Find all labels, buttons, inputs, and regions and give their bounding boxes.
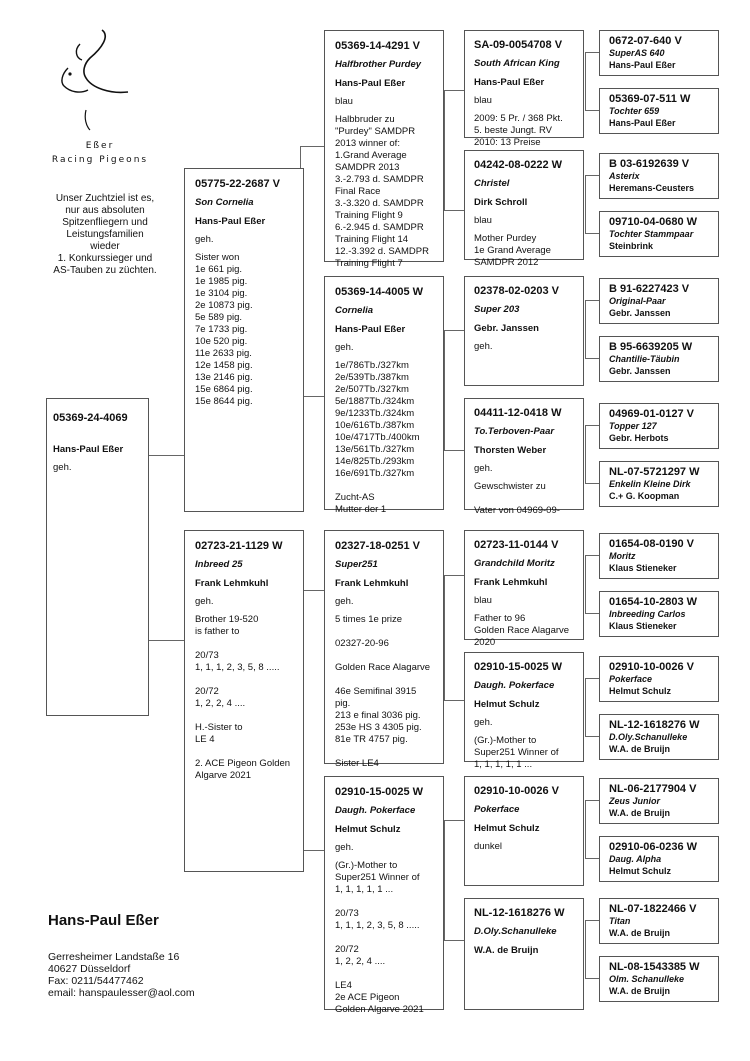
owner-name: Frank Lehmkuhl — [474, 577, 548, 588]
owner-name: Gebr. Janssen — [609, 308, 671, 318]
color: blau — [335, 96, 353, 107]
address-street: Gerresheimer Landstaße 16 — [48, 951, 180, 963]
dove-logo — [40, 22, 150, 132]
intro-line: AS-Tauben zu züchten. — [53, 265, 157, 276]
owner-name: Hans-Paul Eßer — [53, 444, 124, 455]
intro-line: Leistungsfamilien — [66, 229, 144, 240]
color: geh. — [335, 842, 354, 853]
pigeon-card-g4 — [599, 714, 719, 760]
pigeon-card-g4 — [599, 656, 719, 702]
owner-heading: Hans-Paul Eßer — [48, 912, 159, 929]
ring-number: 02723-21-1129 W — [195, 540, 283, 552]
owner-name: Klaus Stieneker — [609, 621, 677, 631]
color: blau — [474, 595, 492, 606]
notes: Gewschwister zu Vater von 04969-09- — [474, 481, 560, 516]
ring-number: SA-09-0054708 V — [474, 39, 563, 51]
pigeon-card-g4 — [599, 461, 719, 507]
pigeon-card-fm — [324, 276, 444, 515]
notes: Father to 96 Golden Race Alagarve 2020 — [474, 613, 570, 648]
ring-number: 04969-01-0127 V — [609, 408, 695, 420]
pigeon-name: Pokerface — [609, 674, 653, 684]
intro-line: Spitzenfliegern und — [62, 217, 148, 228]
ring-number: B 95-6639205 W — [609, 341, 693, 353]
owner-name: Helmut Schulz — [474, 699, 540, 710]
notes: 5 times 1e prize 02327-20-96 Golden Race Alagarve 46e Semifinal 3915 pig. 213 e final 3036 pig. 253e HS 3 4305 pig. 81e TR 4757 pig. Sister LE4 — [335, 614, 431, 769]
owner-name: Frank Lehmkuhl — [195, 578, 269, 589]
pigeon-card-father — [184, 168, 304, 512]
pigeon-card-mff — [464, 530, 584, 648]
notes: Mother Purdey 1e Grand Average SAMDPR 2012 — [474, 233, 551, 268]
owner-name: Hans-Paul Eßer — [335, 78, 406, 89]
pigeon-card-main — [46, 398, 149, 716]
pigeon-name: SuperAS 640 — [609, 48, 665, 58]
ring-number: 04242-08-0222 W — [474, 159, 563, 171]
ring-number: 02723-11-0144 V — [474, 539, 559, 551]
pigeon-name: Daugh. Pokerface — [474, 680, 555, 691]
pigeon-name: Original-Paar — [609, 296, 666, 306]
pigeon-name: D.Oly.Schanulleke — [609, 732, 688, 742]
ring-number: 0672-07-640 V — [609, 35, 682, 47]
pigeon-card-g4 — [599, 336, 719, 382]
owner-name: Steinbrink — [609, 241, 654, 251]
notes: Brother 19-520 is father to 20/73 1, 1, 1, 2, 3, 5, 8 ..... 20/72 1, 2, 2, 4 .... H.-Sister to LE 4 2. ACE Pigeon Golden Algarve 2021 — [195, 614, 291, 781]
logo-line1: Eßer — [85, 141, 115, 151]
pigeon-name: Inbreed 25 — [195, 559, 243, 570]
pigeon-card-g4 — [599, 153, 719, 199]
pigeon-name: Olm. Schanulleke — [609, 974, 685, 984]
ring-number: NL-06-2177904 V — [609, 783, 697, 795]
pigeon-card-g4 — [599, 278, 719, 324]
ring-number: NL-12-1618276 W — [609, 719, 700, 731]
ring-number: B 03-6192639 V — [609, 158, 690, 170]
notes: 1e/786Tb./327km 2e/539Tb./387km 2e/507Tb./327km 5e/1887Tb./324km 9e/1233Tb./324km 10e/616Tb./387km 10e/4717Tb./400km 13e/561Tb./327km 14e/825Tb./293km 16e/691Tb./327km Zucht-AS Mutter der 1 — [335, 360, 420, 515]
owner-name: W.A. de Bruijn — [609, 808, 671, 818]
ring-number: 02910-10-0026 V — [609, 661, 695, 673]
ring-number: 01654-08-0190 V — [609, 538, 695, 550]
pigeon-name: Son Cornelia — [195, 197, 254, 208]
owner-name: Dirk Schroll — [474, 197, 528, 208]
ring-number: 02910-15-0025 W — [474, 661, 563, 673]
pigeon-name: Moritz — [609, 551, 636, 561]
ring-number: NL-08-1543385 W — [609, 961, 700, 973]
owner-name: Gebr. Janssen — [609, 366, 671, 376]
notes: Halbbruder zu "Purdey" SAMDPR 2013 winner of: 1.Grand Average SAMDPR 2013 3.-2.793 d. SAMDPR Final Race 3.-3.320 d. SAMDPR Training Flight 9 6.-2.945 d. SAMDPR Training Flight 14 12.-3.392 d. SAMDPR Training Flight 7 — [335, 114, 429, 269]
ring-number: NL-07-1822466 V — [609, 903, 697, 915]
pigeon-card-g4 — [599, 956, 719, 1002]
ring-number: 05369-14-4291 V — [335, 40, 421, 52]
notes: (Gr.)-Mother to Super251 Winner of 1, 1, 1, 1, 1 ... — [474, 735, 559, 770]
owner-name: Helmut Schulz — [474, 823, 540, 834]
notes: 2009: 5 Pr. / 368 Pkt. 5. beste Jungt. RV 2010: 13 Preise — [474, 113, 563, 148]
address-fax: Fax: 0211/54477462 — [48, 975, 144, 987]
pigeon-card-mf — [324, 530, 444, 769]
pigeon-name: Pokerface — [474, 804, 520, 815]
ring-number: 05369-14-4005 W — [335, 286, 424, 298]
color: geh. — [335, 342, 354, 353]
pigeon-name: Tochter Stammpaar — [609, 229, 694, 239]
pigeon-name: Titan — [609, 916, 631, 926]
owner-name: Klaus Stieneker — [609, 563, 677, 573]
address-city: 40627 Düsseldorf — [48, 963, 131, 975]
pigeon-card-fmm — [464, 398, 584, 516]
ring-number: 01654-10-2803 W — [609, 596, 698, 608]
notes: (Gr.)-Mother to Super251 Winner of 1, 1, 1, 1, 1 ... 20/73 1, 1, 1, 2, 3, 5, 8 ..... 20/72 1, 2, 2, 4 .... LE4 2e ACE Pigeon Golden Algarve 2021 — [335, 860, 424, 1015]
pigeon-name: Cornelia — [335, 305, 374, 316]
ring-number: 05775-22-2687 V — [195, 178, 281, 190]
breeding-goal-text — [30, 193, 180, 277]
ring-number: 02910-06-0236 W — [609, 841, 698, 853]
notes: Sister won 1e 661 pig. 1e 1985 pig. 1e 3104 pig. 2e 10873 pig. 5e 589 pig. 7e 1733 pig. 10e 520 pig. 11e 2633 pig. 12e 1458 pig. 13e 2146 pig. 15e 6864 pig. 15e 8644 pig. — [195, 252, 253, 407]
pigeon-card-g4 — [599, 898, 719, 944]
owner-name: Gebr. Herbots — [609, 433, 669, 443]
pigeon-name: Daug. Alpha — [609, 854, 662, 864]
pigeon-card-g4 — [599, 836, 719, 882]
owner-name: W.A. de Bruijn — [609, 986, 671, 996]
pigeon-card-mfm — [464, 652, 584, 770]
pigeon-card-fff — [464, 30, 584, 148]
pigeon-name: D.Oly.Schanulleke — [474, 926, 557, 937]
pigeon-card-g4 — [599, 30, 719, 76]
owner-name: Hans-Paul Eßer — [335, 324, 406, 335]
owner-name: Hans-Paul Eßer — [609, 60, 676, 70]
pigeon-name: To.Terboven-Paar — [474, 426, 555, 437]
color: geh. — [53, 462, 72, 473]
pigeon-name: Halfbrother Purdey — [335, 59, 422, 70]
color: geh. — [335, 596, 354, 607]
pigeon-card-g4 — [599, 591, 719, 637]
pigeon-name: Super 203 — [474, 304, 520, 315]
pigeon-name: Enkelin Kleine Dirk — [609, 479, 691, 489]
owner-name: Frank Lehmkuhl — [335, 578, 409, 589]
owner-name: Helmut Schulz — [335, 824, 401, 835]
owner-name: Heremans-Ceusters — [609, 183, 695, 193]
pigeon-name: Chantilie-Täubin — [609, 354, 680, 364]
pigeon-name: Grandchild Moritz — [474, 558, 555, 569]
intro-line: nur aus absoluten — [65, 205, 145, 216]
owner-name: Helmut Schulz — [609, 686, 672, 696]
owner-name: Thorsten Weber — [474, 445, 547, 456]
pigeon-card-mmm — [464, 898, 584, 1010]
pigeon-card-g4 — [599, 533, 719, 579]
pigeon-name: Super251 — [335, 559, 378, 570]
intro-line: wieder — [90, 241, 120, 252]
pigeon-card-g4 — [599, 778, 719, 824]
pigeon-card-g4 — [599, 88, 719, 134]
pigeon-name: Christel — [474, 178, 510, 189]
ring-number: 05369-24-4069 — [53, 412, 128, 424]
ring-number: 02910-10-0026 V — [474, 785, 560, 797]
pigeon-card-g4 — [599, 211, 719, 257]
address-email: email: hanspaulesser@aol.com — [48, 987, 195, 999]
ring-number: 02327-18-0251 V — [335, 540, 421, 552]
color: geh. — [474, 463, 493, 474]
pigeon-card-mother — [184, 530, 304, 872]
owner-name: Gebr. Janssen — [474, 323, 539, 334]
color: blau — [474, 95, 492, 106]
color: geh. — [474, 717, 493, 728]
pigeon-card-mmf — [464, 776, 584, 886]
owner-name: Helmut Schulz — [609, 866, 672, 876]
color: dunkel — [474, 841, 502, 852]
logo-line2: Racing Pigeons — [51, 155, 149, 165]
owner-address — [48, 951, 195, 999]
pigeon-name: Inbreeding Carlos — [609, 609, 686, 619]
ring-number: B 91-6227423 V — [609, 283, 690, 295]
color: geh. — [474, 341, 493, 352]
owner-name: W.A. de Bruijn — [609, 744, 671, 754]
color: geh. — [195, 596, 214, 607]
pigeon-name: South African King — [474, 58, 560, 69]
ring-number: 09710-04-0680 W — [609, 216, 698, 228]
pigeon-card-mm — [324, 776, 444, 1015]
pigeon-card-ff — [324, 30, 444, 269]
ring-number: NL-07-5721297 W — [609, 466, 700, 478]
pigeon-card-ffm — [464, 150, 584, 268]
owner-name: W.A. de Bruijn — [609, 928, 671, 938]
owner-name: W.A. de Bruijn — [474, 945, 539, 956]
ring-number: 02910-15-0025 W — [335, 786, 424, 798]
pigeon-card-g4 — [599, 403, 719, 449]
owner-name: C.+ G. Koopman — [609, 491, 680, 501]
pigeon-name: Zeus Junior — [609, 796, 661, 806]
ring-number: 04411-12-0418 W — [474, 407, 562, 419]
pigeon-name: Tochter 659 — [609, 106, 660, 116]
owner-name: Hans-Paul Eßer — [609, 118, 676, 128]
ring-number: NL-12-1618276 W — [474, 907, 565, 919]
color: geh. — [195, 234, 214, 245]
pigeon-card-fmf — [464, 276, 584, 386]
intro-line: Unser Zuchtziel ist es, — [55, 193, 155, 204]
intro-line: 1. Konkurssieger und — [57, 253, 153, 264]
pigeon-name: Asterix — [609, 171, 640, 181]
pigeon-name: Topper 127 — [609, 421, 657, 431]
pigeon-name: Daugh. Pokerface — [335, 805, 416, 816]
owner-name: Hans-Paul Eßer — [474, 77, 545, 88]
color: blau — [474, 215, 492, 226]
owner-name: Hans-Paul Eßer — [195, 216, 266, 227]
ring-number: 05369-07-511 W — [609, 93, 691, 105]
ring-number: 02378-02-0203 V — [474, 285, 560, 297]
